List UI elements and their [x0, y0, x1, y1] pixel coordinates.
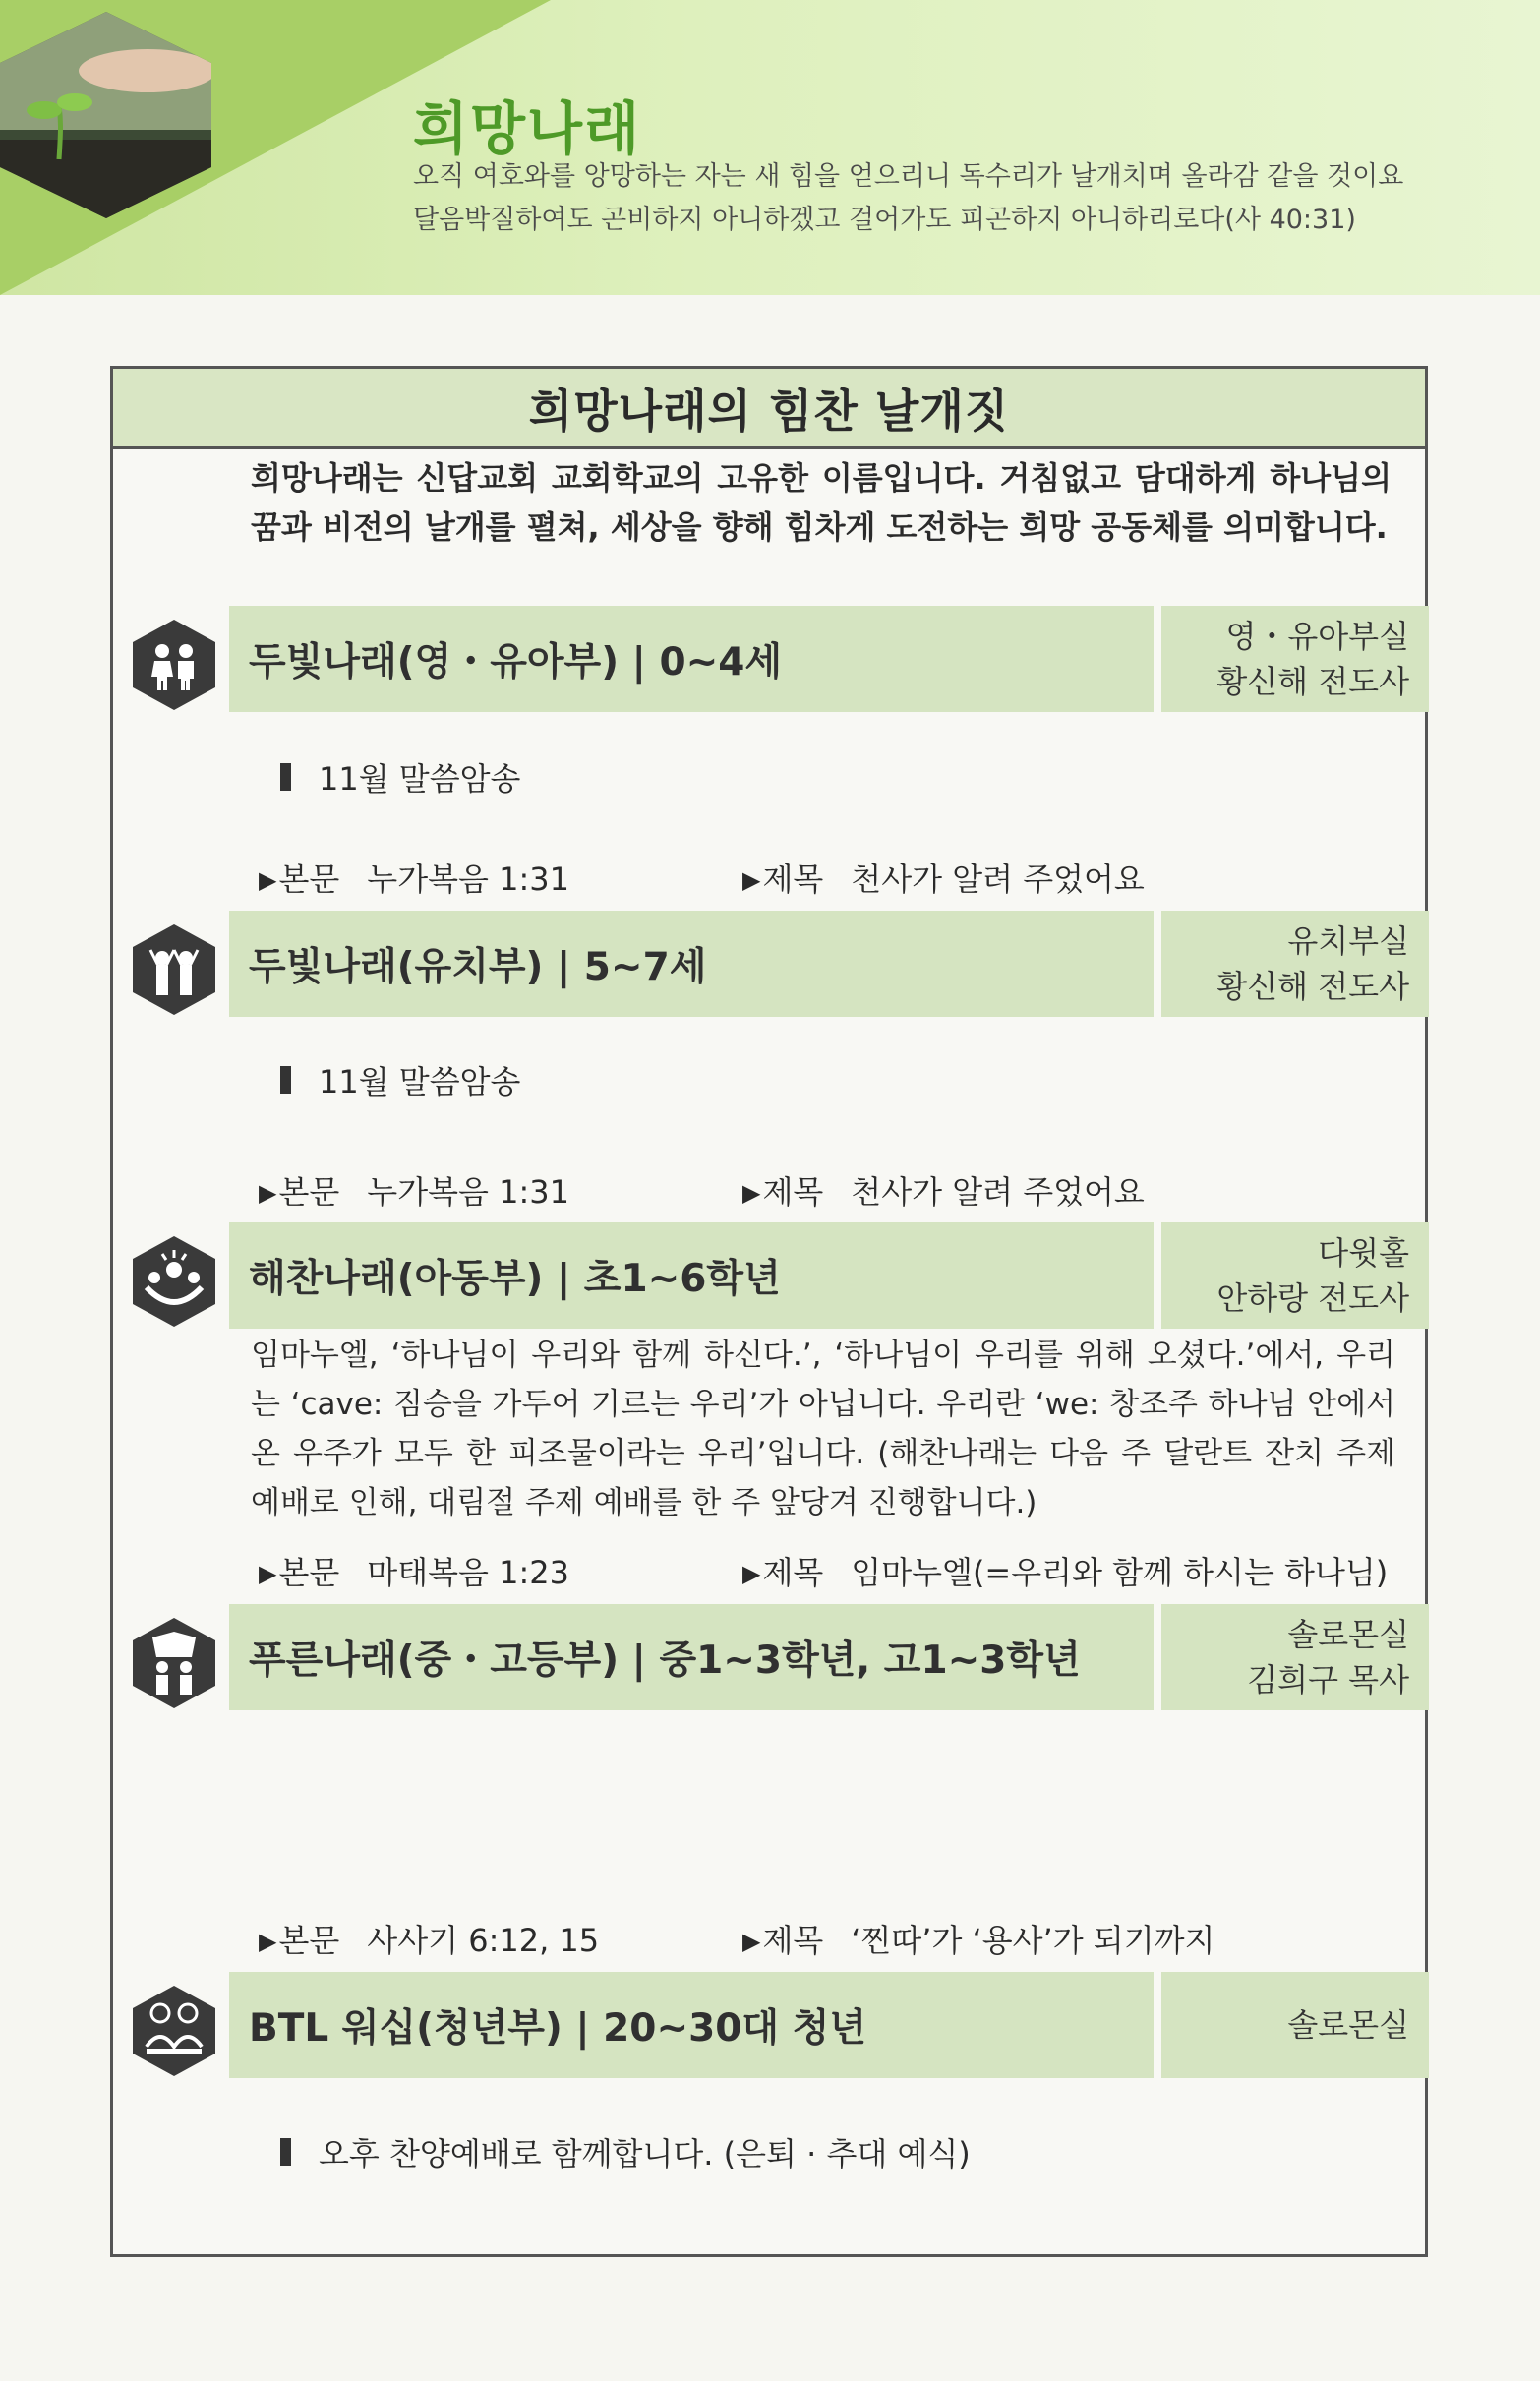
note-text: 오후 찬양예배로 함께합니다. (은퇴 · 추대 예식) — [319, 2135, 971, 2173]
box-header — [113, 369, 1425, 449]
dept-name-band — [229, 1972, 1154, 2078]
dept-name-band — [229, 1604, 1154, 1710]
sermon-title — [742, 855, 1145, 900]
title-value: 임마누엘(=우리와 함께 하시는 하나님) — [851, 1554, 1389, 1591]
dept-side-band — [1161, 911, 1429, 1017]
dept-name: 푸른나래(중・고등부) | 중1~3학년, 고1~3학년 — [249, 1638, 1081, 1683]
triangle-bullet-icon: ▶ — [259, 1928, 277, 1955]
bullet-bar-icon — [280, 2138, 291, 2166]
group-hug-icon — [133, 1236, 215, 1327]
memory-verse-note — [280, 754, 520, 800]
box-title: 희망나래의 힘찬 날개짓 — [528, 384, 1010, 438]
intro-text: 희망나래는 신답교회 교회학교의 고유한 이름입니다. 거침없고 담대하게 하나님의 꿈과 비전의 날개를 펼쳐, 세상을 향해 힘차게 도전하는 희망 공동체를 의미합니다. — [251, 459, 1392, 546]
ref-label: 본문 — [278, 861, 340, 898]
dept-room: 솔로몬실 — [1287, 2006, 1409, 2044]
bullet-bar-icon — [280, 763, 291, 791]
dept-leader: 황신해 전도사 — [1216, 663, 1409, 700]
dept-name: 두빛나래(유치부) | 5~7세 — [249, 945, 707, 989]
children-icon — [133, 620, 215, 710]
dept-side-band — [1161, 1972, 1429, 2078]
ministry-box — [110, 366, 1428, 2257]
dept-young-adult — [113, 1972, 1431, 2078]
dept-name-band — [229, 606, 1154, 712]
sprout-photo-icon — [0, 12, 211, 218]
sermon-title — [742, 1167, 1145, 1213]
title-label: 제목 — [762, 1173, 824, 1211]
ref-label: 본문 — [278, 1922, 340, 1959]
dept-name: 두빛나래(영・유아부) | 0~4세 — [249, 640, 783, 685]
dept-kindergarten — [113, 911, 1431, 1017]
dept-side-band — [1161, 1604, 1429, 1710]
dept-leader: 김희구 목사 — [1247, 1661, 1409, 1698]
ref-label: 본문 — [278, 1173, 340, 1211]
memory-verse-note — [280, 1057, 520, 1102]
dept-leader: 황신해 전도사 — [1216, 968, 1409, 1005]
scripture-ref — [259, 1548, 569, 1593]
triangle-bullet-icon: ▶ — [259, 866, 277, 894]
dept-name: 해찬나래(아동부) | 초1~6학년 — [249, 1257, 781, 1301]
title-value: ‘찐따’가 ‘용사’가 되기까지 — [851, 1922, 1215, 1959]
dept-name-band — [229, 1222, 1154, 1329]
triangle-bullet-icon: ▶ — [742, 1928, 761, 1955]
dept-youth — [113, 1604, 1431, 1710]
title-value: 천사가 알려 주었어요 — [851, 1173, 1145, 1211]
dept-leader: 안하랑 전도사 — [1216, 1280, 1409, 1317]
title-label: 제목 — [762, 861, 824, 898]
triangle-bullet-icon: ▶ — [742, 866, 761, 894]
scripture-ref — [259, 1167, 569, 1213]
note-text: 11월 말씀암송 — [319, 1063, 521, 1101]
dept-name-band — [229, 911, 1154, 1017]
dept-room: 다윗홀 — [1318, 1234, 1409, 1272]
kids-cheer-icon — [133, 924, 215, 1015]
dept-children — [113, 1222, 1431, 1329]
triangle-bullet-icon: ▶ — [259, 1560, 277, 1587]
scripture-ref — [259, 1916, 599, 1961]
title-label: 제목 — [762, 1922, 824, 1959]
dept-description: 임마누엘, ‘하나님이 우리와 함께 하신다.’, ‘하나님이 우리를 위해 오셨다.’에서, 우리는 ‘cave: 짐승을 가두어 기르는 우리’가 아닙니다. 우리란 ‘we: 창조주 하나님 안에서 온 우주가 모두 한 피조물이라는 우리’입니다. (해찬나래는 다음 주 달란트 잔치 주제 예배로 인해, 대림절 주제 예배를 한 주 앞당겨 진행합니다.) — [251, 1338, 1395, 1520]
page-title: 희망나래 — [413, 95, 642, 162]
dept-side-band — [1161, 606, 1429, 712]
young-adult-icon — [133, 1986, 215, 2076]
scripture-ref — [259, 855, 569, 900]
note-text: 11월 말씀암송 — [319, 760, 521, 798]
bullet-bar-icon — [280, 1066, 291, 1094]
sermon-title — [742, 1548, 1388, 1593]
service-note — [280, 2129, 971, 2174]
triangle-bullet-icon: ▶ — [259, 1179, 277, 1207]
bible-verse: 오직 여호와를 앙망하는 자는 새 힘을 얻으리니 독수리가 날개치며 올라감 같을 것이요 달음박질하여도 곤비하지 아니하겠고 걸어가도 피곤하지 아니하리로다(사 40:31) — [413, 161, 1404, 235]
dept-room: 유치부실 — [1287, 923, 1409, 960]
ref-value: 누가복음 1:31 — [367, 861, 569, 898]
header-band — [0, 0, 1540, 295]
dept-infant — [113, 606, 1431, 712]
ref-label: 본문 — [278, 1554, 340, 1591]
dept-side-band — [1161, 1222, 1429, 1329]
triangle-bullet-icon: ▶ — [742, 1560, 761, 1587]
dept-name: BTL 워십(청년부) | 20~30대 청년 — [249, 2006, 866, 2051]
dept-room: 영・유아부실 — [1225, 618, 1409, 655]
ref-value: 사사기 6:12, 15 — [367, 1922, 600, 1959]
title-label: 제목 — [762, 1554, 824, 1591]
youth-team-icon — [133, 1618, 215, 1708]
ref-value: 마태복음 1:23 — [367, 1554, 569, 1591]
triangle-bullet-icon: ▶ — [742, 1179, 761, 1207]
sermon-title — [742, 1916, 1214, 1961]
title-value: 천사가 알려 주었어요 — [851, 861, 1145, 898]
ref-value: 누가복음 1:31 — [367, 1173, 569, 1211]
dept-room: 솔로몬실 — [1287, 1616, 1409, 1653]
